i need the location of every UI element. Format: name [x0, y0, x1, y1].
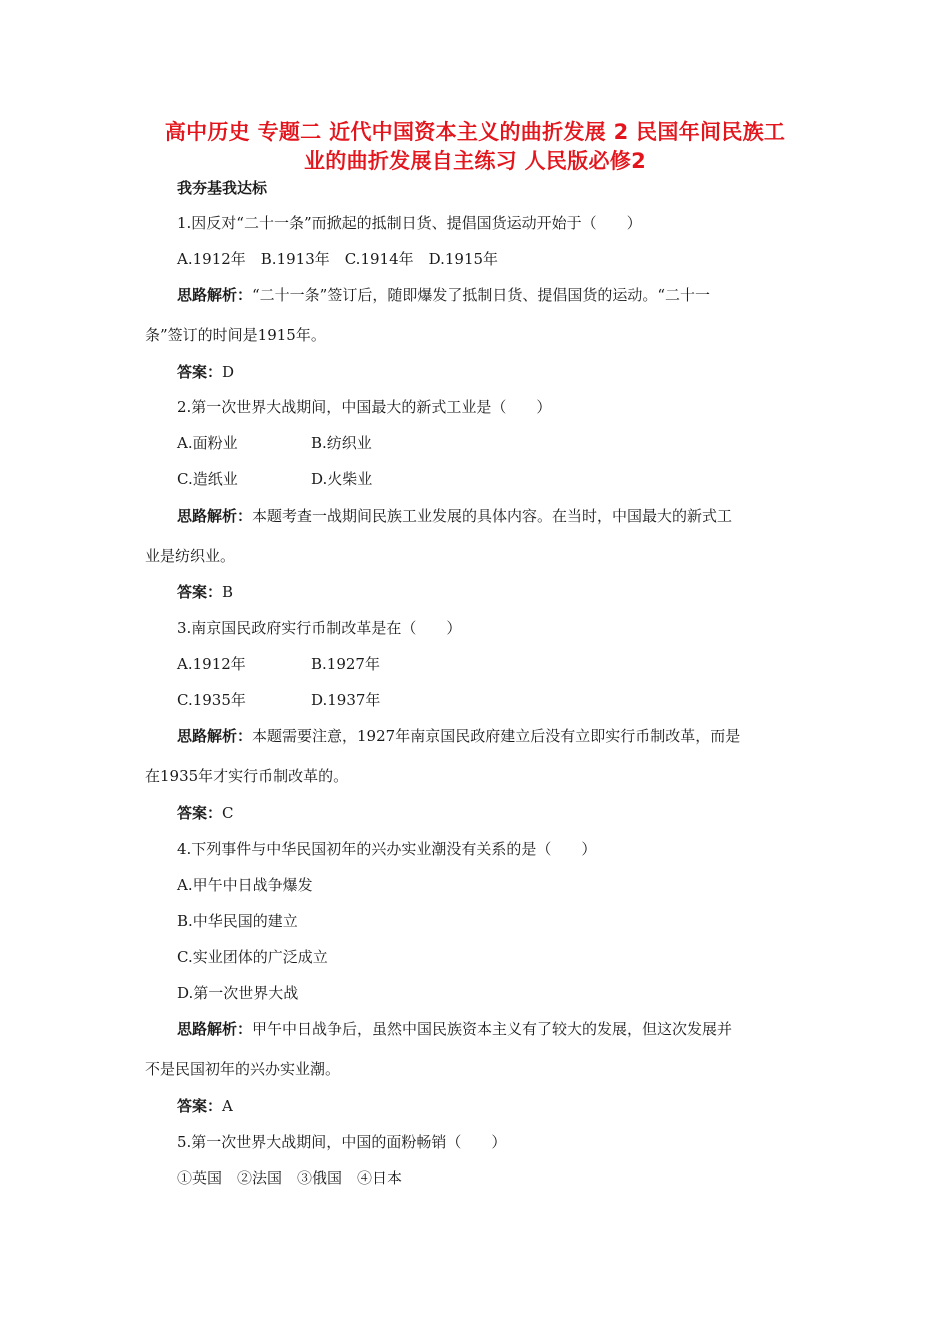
- q4-analysis-line-2: 不是民国初年的兴办实业潮。: [145, 1060, 341, 1078]
- q3-answer: [177, 803, 234, 823]
- q2-answer-value: B: [222, 583, 234, 601]
- answer-label: 答案：: [177, 583, 223, 601]
- q4-option-d: D.第一次世界大战: [177, 984, 299, 1002]
- q4-option-b: B.中华民国的建立: [177, 912, 298, 930]
- q1-analysis-line-2: 条”签订的时间是1915年。: [145, 326, 326, 344]
- answer-label: 答案：: [177, 804, 223, 822]
- q1-answer-value: D: [222, 363, 235, 381]
- q3-options-row-1: [177, 654, 380, 674]
- q2-options-row-2: [177, 469, 373, 489]
- section-heading: 我夯基我达标: [177, 179, 268, 197]
- document-title: [140, 118, 810, 176]
- q4-option-c: C.实业团体的广泛成立: [177, 948, 328, 966]
- q2-analysis-text-1: 本题考查一战期间民族工业发展的具体内容。在当时，中国最大的新式工: [252, 507, 733, 525]
- q3-analysis-text-1: 本题需要注意，1927年南京国民政府建立后没有立即实行币制改革，而是: [252, 727, 741, 745]
- title-line-1: 高中历史 专题二 近代中国资本主义的曲折发展 2 民国年间民族工: [164, 120, 786, 144]
- q2-options-row-1: [177, 433, 372, 453]
- q1-options: A.1912年 B.1913年 C.1914年 D.1915年: [177, 250, 499, 268]
- q1-answer: [177, 362, 234, 382]
- title-line-2: 业的曲折发展自主练习 人民版必修2: [303, 149, 647, 173]
- q5-options: ①英国 ②法国 ③俄国 ④日本: [177, 1169, 403, 1187]
- analysis-label: 思路解析：: [177, 1020, 253, 1038]
- q4-question: 4.下列事件与中华民国初年的兴办实业潮没有关系的是（ ）: [177, 840, 597, 858]
- q4-answer: [177, 1096, 233, 1116]
- q1-analysis-text-1: “二十一条”签订后，随即爆发了抵制日货、提倡国货的运动。“二十一: [252, 286, 711, 304]
- q3-option-d: D.1937年: [311, 691, 381, 709]
- q2-option-d: D.火柴业: [311, 470, 373, 488]
- q2-option-b: B.纺织业: [311, 434, 372, 452]
- q2-question: 2.第一次世界大战期间，中国最大的新式工业是（ ）: [177, 398, 552, 416]
- q4-option-a: A.甲午中日战争爆发: [177, 876, 313, 894]
- analysis-label: 思路解析：: [177, 727, 253, 745]
- q1-question: 1.因反对“二十一条”而掀起的抵制日货、提倡国货运动开始于（ ）: [177, 214, 642, 232]
- analysis-label: 思路解析：: [177, 286, 253, 304]
- q3-option-a: A.1912年: [177, 655, 246, 673]
- analysis-label: 思路解析：: [177, 507, 253, 525]
- answer-label: 答案：: [177, 1097, 223, 1115]
- q2-option-c: C.造纸业: [177, 470, 238, 488]
- q2-option-a: A.面粉业: [177, 434, 238, 452]
- q1-analysis-line-1: [177, 285, 710, 305]
- answer-label: 答案：: [177, 363, 223, 381]
- q2-analysis-line-1: [177, 506, 732, 526]
- q5-question: 5.第一次世界大战期间，中国的面粉畅销（ ）: [177, 1133, 507, 1151]
- q3-analysis-line-1: [177, 726, 740, 746]
- q3-question: 3.南京国民政府实行币制改革是在（ ）: [177, 619, 462, 637]
- q3-option-b: B.1927年: [311, 655, 380, 673]
- q3-options-row-2: [177, 690, 381, 710]
- q4-answer-value: A: [222, 1097, 233, 1115]
- q4-analysis-text-1: 甲午中日战争后，虽然中国民族资本主义有了较大的发展，但这次发展并: [252, 1020, 733, 1038]
- q2-answer: [177, 582, 233, 602]
- q3-analysis-line-2: 在1935年才实行币制改革的。: [145, 767, 349, 785]
- q3-answer-value: C: [222, 804, 234, 822]
- q3-option-c: C.1935年: [177, 691, 246, 709]
- q2-analysis-line-2: 业是纺织业。: [145, 547, 236, 565]
- q4-analysis-line-1: [177, 1019, 732, 1039]
